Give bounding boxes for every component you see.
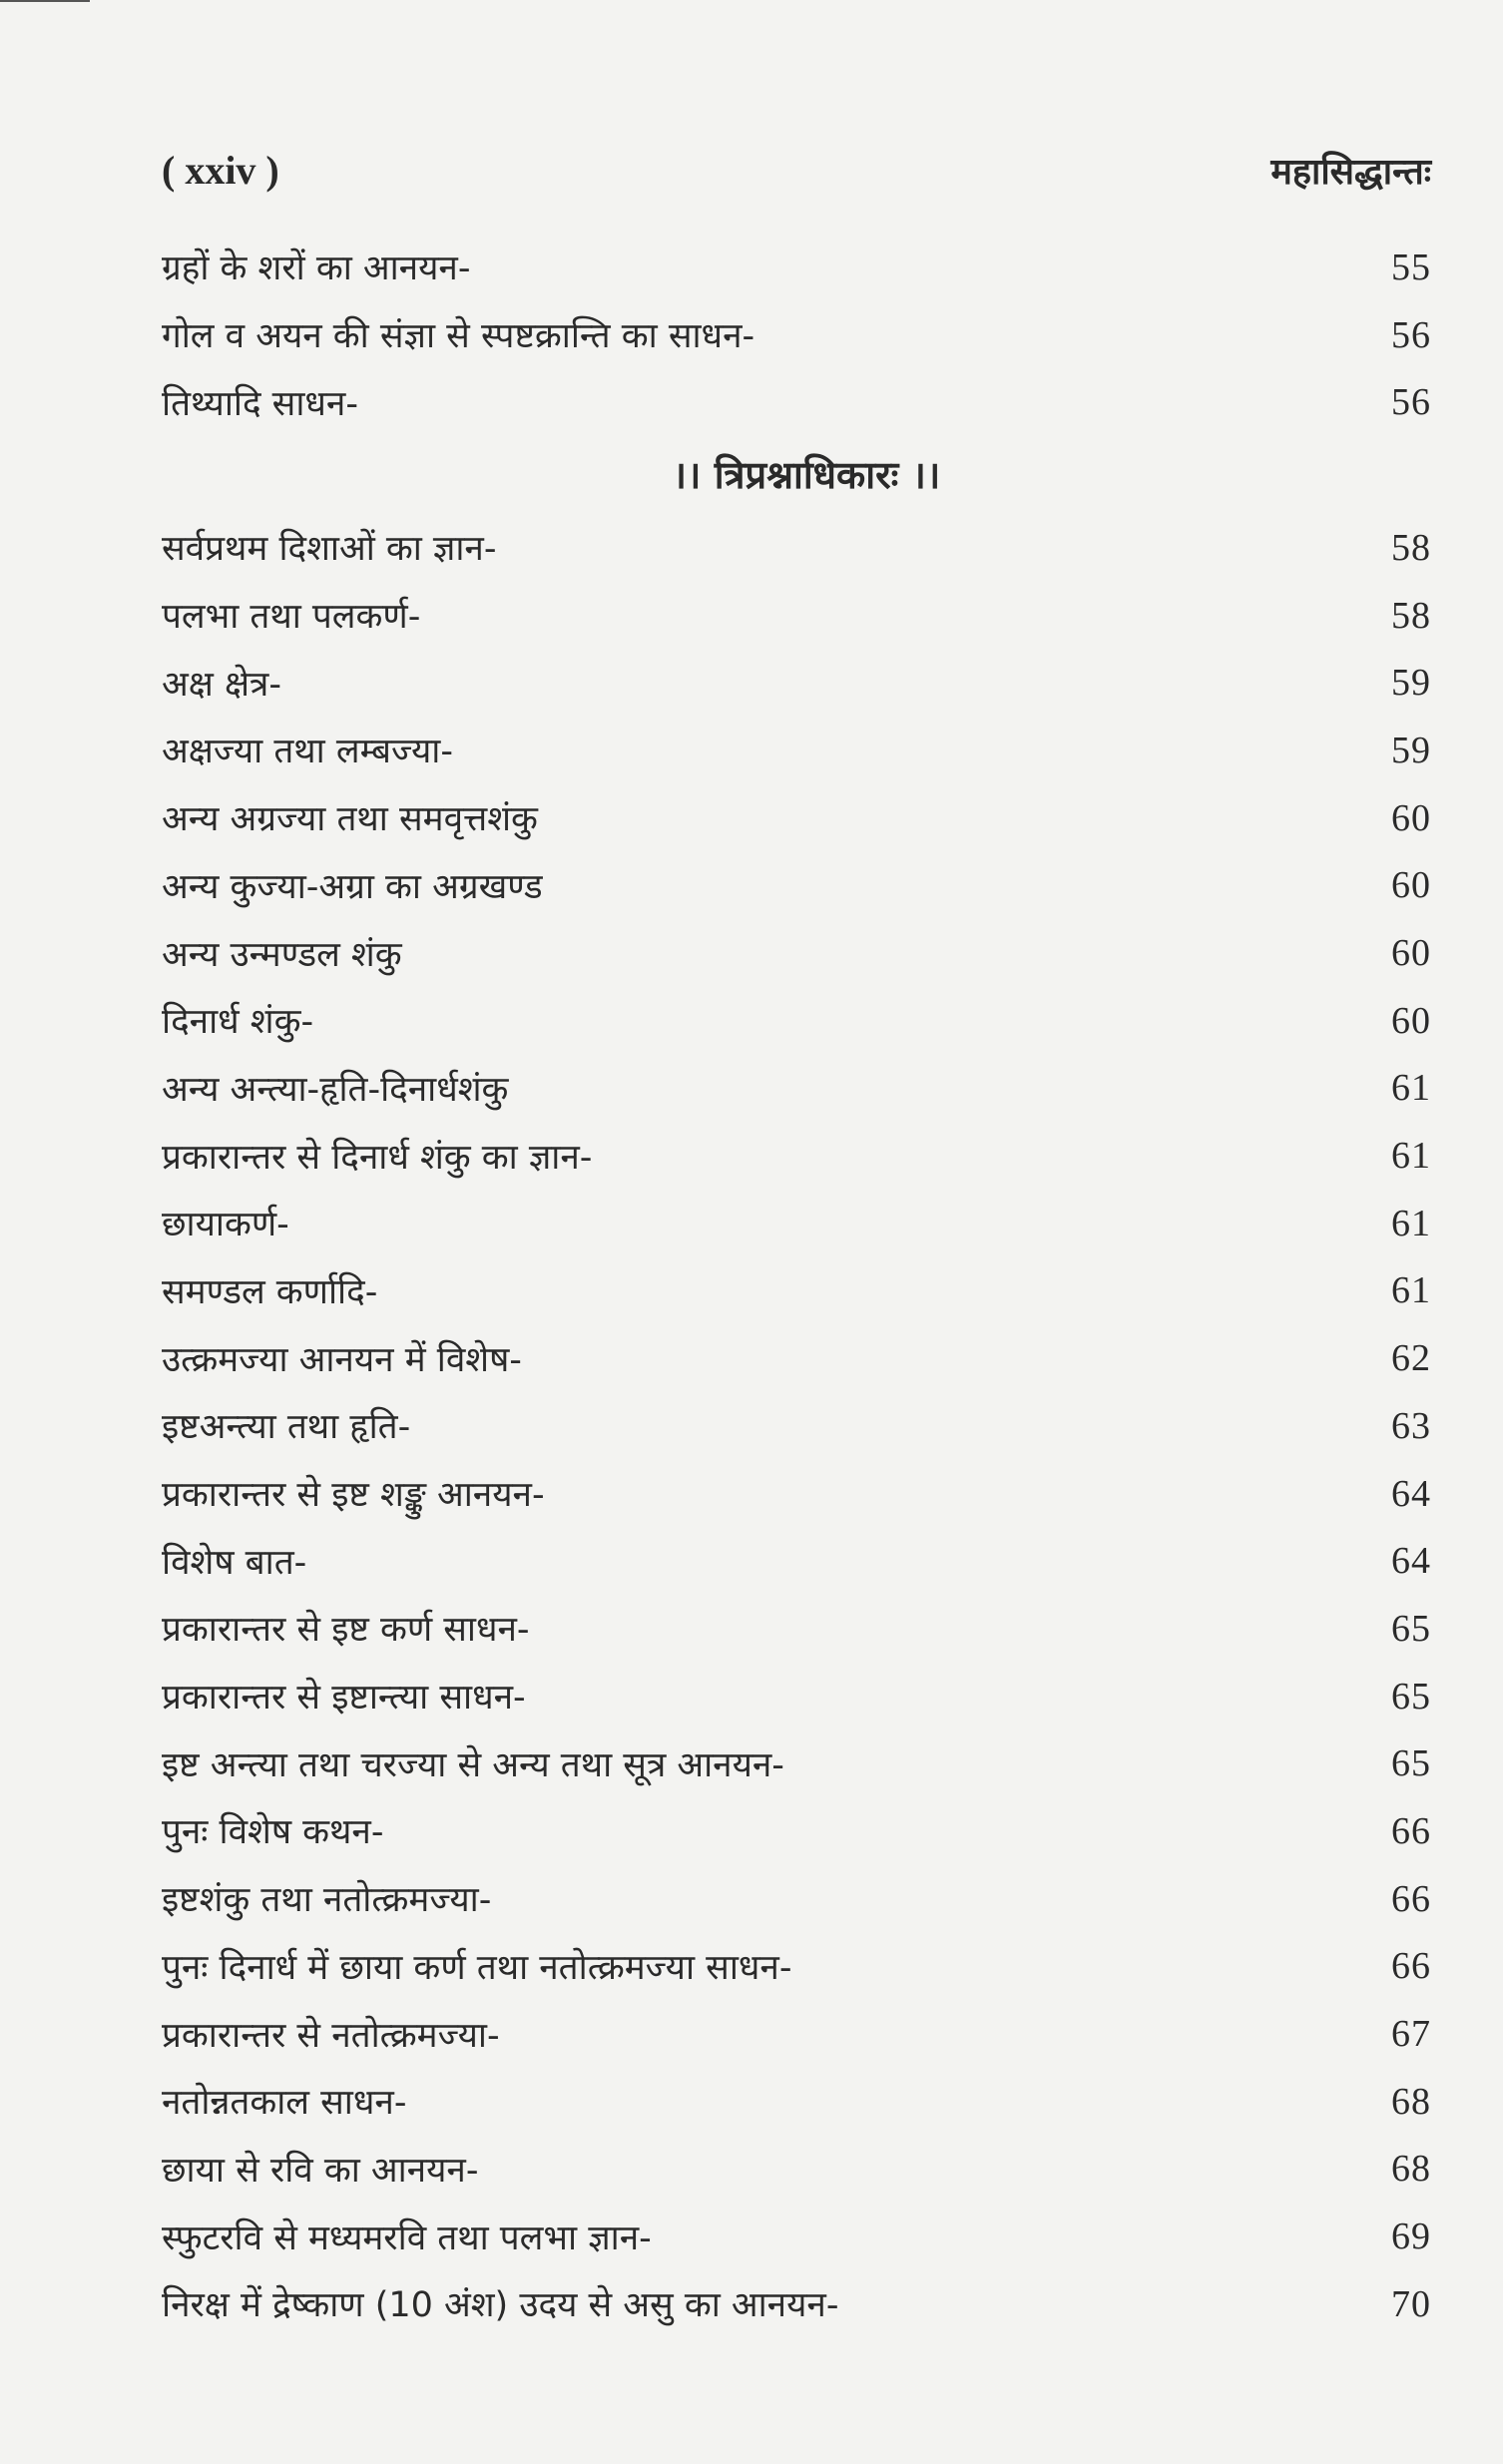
toc-row: [162, 1257, 1431, 1325]
toc-entry-title: छायाकर्ण-: [162, 1205, 289, 1245]
toc-entry-title: गोल व अयन की संज्ञा से स्पष्टक्रान्ति का साधन-: [162, 316, 755, 357]
toc-list-before: [162, 234, 1431, 436]
section-heading: ।। त्रिप्रश्नाधिकारः ।।: [672, 453, 941, 498]
page-header: [162, 140, 1431, 200]
toc-entry-page: 60: [1391, 796, 1431, 839]
toc-entry-page: 65: [1391, 1742, 1431, 1785]
toc-entry-title: अन्य उन्मण्डल शंकु: [162, 934, 402, 975]
toc-entry-page: 68: [1391, 2148, 1431, 2191]
toc-entry-page: 59: [1391, 662, 1431, 705]
toc-row: [162, 1527, 1431, 1595]
toc-entry-page: 67: [1391, 2013, 1431, 2056]
toc-row: [162, 1729, 1431, 1797]
toc-entry-page: 59: [1391, 729, 1431, 771]
toc-row: [162, 919, 1431, 987]
toc-row: [162, 2203, 1431, 2270]
toc-entry-page: 66: [1391, 1809, 1431, 1852]
document-page: [162, 140, 1431, 2338]
toc-row: [162, 234, 1431, 301]
toc-row: [162, 2136, 1431, 2204]
toc-row: [162, 717, 1431, 784]
toc-entry-page: 68: [1391, 2080, 1431, 2123]
toc-entry-page: 65: [1391, 1607, 1431, 1650]
toc-entry-page: 56: [1391, 381, 1431, 424]
toc-entry-title: अन्य अग्रज्या तथा समवृत्तशंकु: [162, 799, 538, 840]
toc-entry-title: उत्क्रमज्या आनयन में विशेष-: [162, 1339, 522, 1380]
toc-entry-page: 60: [1391, 864, 1431, 907]
toc-entry-page: 65: [1391, 1675, 1431, 1718]
toc-entry-page: 60: [1391, 999, 1431, 1042]
toc-entry-title: इष्ट अन्त्या तथा चरज्या से अन्य तथा सूत्र आनयन-: [162, 1744, 784, 1785]
toc-entry-title: प्रकारान्तर से दिनार्ध शंकु का ज्ञान-: [162, 1137, 593, 1178]
toc-row: [162, 1865, 1431, 1933]
toc-entry-page: 64: [1391, 1540, 1431, 1583]
toc-list-after: [162, 514, 1431, 2338]
toc-row: [162, 987, 1431, 1055]
toc-entry-page: 61: [1391, 1135, 1431, 1178]
running-title: महासिद्धान्तः: [1270, 151, 1431, 193]
toc-row: [162, 1797, 1431, 1865]
toc-entry-title: पलभा तथा पलकर्ण-: [162, 597, 421, 638]
toc-row: [162, 2270, 1431, 2338]
toc-entry-page: 58: [1391, 526, 1431, 569]
toc-row: [162, 368, 1431, 436]
toc-entry-page: 58: [1391, 594, 1431, 637]
page-number: ( xxiv ): [162, 147, 279, 193]
toc-entry-page: 66: [1391, 1945, 1431, 1988]
toc-entry-title: सर्वप्रथम दिशाओं का ज्ञान-: [162, 529, 497, 570]
toc-entry-title: निरक्ष में द्रेष्काण (10 अंश) उदय से असु का आनयन-: [162, 2285, 839, 2326]
toc-row: [162, 1663, 1431, 1730]
toc-entry-title: तिथ्यादि साधन-: [162, 383, 358, 424]
toc-entry-page: 61: [1391, 1067, 1431, 1110]
toc-entry-title: अन्य अन्त्या-हृति-दिनार्धशंकु: [162, 1069, 509, 1110]
toc-entry-title: पुनः दिनार्ध में छाया कर्ण तथा नतोत्क्रमज्या साधन-: [162, 1947, 792, 1988]
toc-entry-page: 66: [1391, 1877, 1431, 1920]
toc-row: [162, 784, 1431, 852]
toc-entry-title: अन्य कुज्या-अग्रा का अग्रखण्ड: [162, 866, 543, 907]
toc-entry-title: प्रकारान्तर से नतोत्क्रमज्या-: [162, 2015, 500, 2056]
toc-row: [162, 2000, 1431, 2068]
toc-entry-page: 61: [1391, 1202, 1431, 1244]
toc-row: [162, 301, 1431, 369]
toc-entry-page: 69: [1391, 2216, 1431, 2258]
toc-entry-title: नतोन्नतकाल साधन-: [162, 2083, 407, 2124]
toc-entry-title: विशेष बात-: [162, 1542, 307, 1583]
toc-entry-title: अक्षज्या तथा लम्बज्या-: [162, 732, 453, 772]
toc-row: [162, 582, 1431, 650]
toc-row: [162, 1055, 1431, 1123]
scan-edge-mark: [0, 0, 90, 2]
toc-entry-page: 55: [1391, 246, 1431, 288]
toc-entry-title: प्रकारान्तर से इष्टान्त्या साधन-: [162, 1678, 526, 1719]
toc-row: [162, 1324, 1431, 1392]
toc-entry-title: ग्रहों के शरों का आनयन-: [162, 248, 471, 289]
toc-entry-title: पुनः विशेष कथन-: [162, 1812, 384, 1853]
toc-row: [162, 1190, 1431, 1257]
toc-entry-page: 70: [1391, 2282, 1431, 2325]
toc-row: [162, 649, 1431, 717]
toc-entry-title: इष्टशंकु तथा नतोत्क्रमज्या-: [162, 1880, 492, 1921]
toc-entry-title: प्रकारान्तर से इष्ट शङ्कु आनयन-: [162, 1475, 545, 1516]
toc-entry-page: 61: [1391, 1269, 1431, 1312]
toc-entry-title: अक्ष क्षेत्र-: [162, 664, 282, 705]
toc-entry-page: 56: [1391, 313, 1431, 356]
toc-entry-page: 64: [1391, 1472, 1431, 1515]
toc-row: [162, 1933, 1431, 2001]
toc-entry-page: 62: [1391, 1337, 1431, 1380]
toc-row: [162, 1392, 1431, 1460]
toc-entry-page: 63: [1391, 1404, 1431, 1447]
toc-row: [162, 1460, 1431, 1528]
toc-entry-title: छाया से रवि का आनयन-: [162, 2150, 479, 2191]
toc-row: [162, 514, 1431, 582]
toc-entry-page: 60: [1391, 932, 1431, 975]
toc-entry-title: इष्टअन्त्या तथा हृति-: [162, 1407, 411, 1448]
toc-entry-title: स्फुटरवि से मध्यमरवि तथा पलभा ज्ञान-: [162, 2218, 652, 2258]
toc-entry-title: प्रकारान्तर से इष्ट कर्ण साधन-: [162, 1610, 530, 1651]
toc-row: [162, 852, 1431, 920]
toc-row: [162, 1122, 1431, 1190]
toc-entry-title: समण्डल कर्णादि-: [162, 1271, 378, 1312]
toc-entry-title: दिनार्ध शंकु-: [162, 1002, 314, 1043]
toc-row: [162, 2068, 1431, 2136]
toc-row: [162, 1595, 1431, 1663]
